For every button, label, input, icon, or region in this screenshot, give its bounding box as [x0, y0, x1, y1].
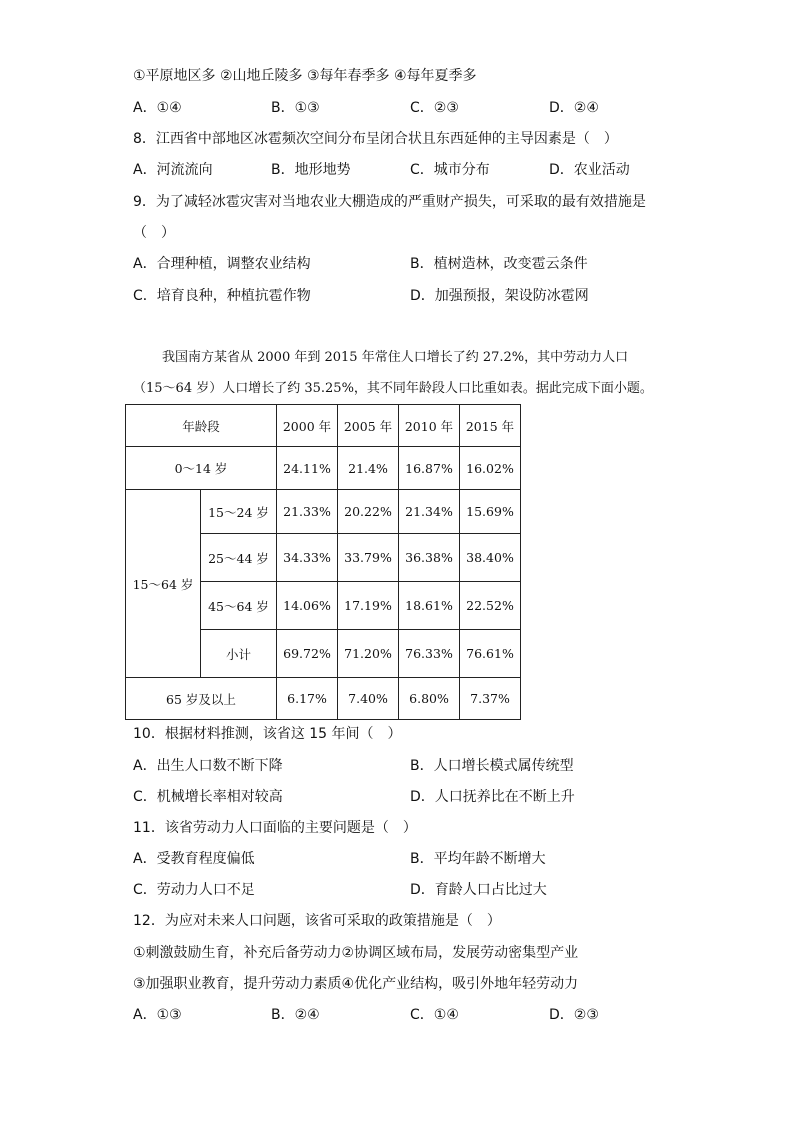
table-cell: 38.40%: [460, 534, 521, 582]
q8-option-d[interactable]: D．农业活动: [549, 162, 630, 178]
table-group-label: 15～64 岁: [126, 490, 201, 678]
q11-option-d[interactable]: D．育龄人口占比过大: [410, 882, 547, 898]
table-cell: 71.20%: [338, 630, 399, 678]
q11-option-a[interactable]: A．受教育程度偏低: [133, 851, 255, 867]
table-cell: 76.61%: [460, 630, 521, 678]
table-cell: 小计: [201, 630, 277, 678]
table-cell: 6.17%: [277, 678, 338, 720]
table-cell: 65 岁及以上: [126, 678, 277, 720]
table-cell: 45～64 岁: [201, 582, 277, 630]
q9-option-b[interactable]: B．植树造林，改变雹云条件: [410, 256, 588, 272]
table-cell: 25～44 岁: [201, 534, 277, 582]
table-cell: 22.52%: [460, 582, 521, 630]
q10-stem: 10．根据材料推测，该省这 15 年间（ ）: [133, 726, 402, 742]
q7-option-d[interactable]: D．②④: [549, 100, 599, 116]
q9-stem-line1: 9．为了减轻冰雹灾害对当地农业大棚造成的严重财产损失，可采取的最有效措施是: [133, 194, 646, 210]
table-cell: 36.38%: [399, 534, 460, 582]
table-row: [126, 490, 521, 534]
table-cell: 21.4%: [338, 447, 399, 490]
q7-option-b[interactable]: B．①③: [271, 100, 320, 116]
table-header-cell: 2015 年: [460, 405, 521, 447]
q9-stem-line2: （ ）: [133, 225, 175, 241]
table-cell: 18.61%: [399, 582, 460, 630]
table-cell: 69.72%: [277, 630, 338, 678]
table-header-cell: 2005 年: [338, 405, 399, 447]
q12-option-a[interactable]: A．①③: [133, 1007, 182, 1023]
table-cell: 0～14 岁: [126, 447, 277, 490]
table-row: [126, 678, 521, 720]
material-line1: 我国南方某省从 2000 年到 2015 年常住人口增长了约 27.2%，其中劳动力人口: [162, 350, 629, 365]
q10-option-a[interactable]: A．出生人口数不断下降: [133, 758, 283, 774]
q7-statements: ①平原地区多 ②山地丘陵多 ③每年春季多 ④每年夏季多: [133, 68, 477, 84]
table-cell: 7.37%: [460, 678, 521, 720]
q10-option-c[interactable]: C．机械增长率相对较高: [133, 789, 283, 805]
table-header-cell: 年龄段: [126, 405, 277, 447]
table-cell: 15.69%: [460, 490, 521, 534]
table-cell: 15～24 岁: [201, 490, 277, 534]
q12-option-d[interactable]: D．②③: [549, 1007, 599, 1023]
q7-option-a[interactable]: A．①④: [133, 100, 182, 116]
table-cell: 7.40%: [338, 678, 399, 720]
table-cell: 21.33%: [277, 490, 338, 534]
q11-option-c[interactable]: C．劳动力人口不足: [133, 882, 255, 898]
q12-statements-line2: ③加强职业教育，提升劳动力素质④优化产业结构，吸引外地年轻劳动力: [133, 976, 579, 992]
q9-option-c[interactable]: C．培育良种，种植抗雹作物: [133, 288, 311, 304]
table-header-cell: 2010 年: [399, 405, 460, 447]
q12-option-b[interactable]: B．②④: [271, 1007, 320, 1023]
table-cell: 16.02%: [460, 447, 521, 490]
q10-option-d[interactable]: D．人口抚养比在不断上升: [410, 789, 575, 805]
table-cell: 34.33%: [277, 534, 338, 582]
table-cell: 17.19%: [338, 582, 399, 630]
q8-stem: 8．江西省中部地区冰雹频次空间分布呈闭合状且东西延伸的主导因素是（ ）: [133, 131, 618, 147]
q7-option-c[interactable]: C．②③: [410, 100, 459, 116]
table-cell: 76.33%: [399, 630, 460, 678]
q10-option-b[interactable]: B．人口增长模式属传统型: [410, 758, 574, 774]
q12-stem: 12．为应对未来人口问题，该省可采取的政策措施是（ ）: [133, 913, 501, 929]
q8-option-c[interactable]: C．城市分布: [410, 162, 490, 178]
table-cell: 24.11%: [277, 447, 338, 490]
table-cell: 6.80%: [399, 678, 460, 720]
population-table: [125, 404, 521, 720]
table-cell: 16.87%: [399, 447, 460, 490]
table-cell: 33.79%: [338, 534, 399, 582]
q11-stem: 11．该省劳动力人口面临的主要问题是（ ）: [133, 820, 417, 836]
q9-option-d[interactable]: D．加强预报，架设防冰雹网: [410, 288, 589, 304]
table-header-row: [126, 405, 521, 447]
q12-option-c[interactable]: C．①④: [410, 1007, 459, 1023]
q8-option-a[interactable]: A．河流流向: [133, 162, 213, 178]
q11-option-b[interactable]: B．平均年龄不断增大: [410, 851, 546, 867]
table-header-cell: 2000 年: [277, 405, 338, 447]
table-cell: 21.34%: [399, 490, 460, 534]
table-row: [126, 447, 521, 490]
table-cell: 14.06%: [277, 582, 338, 630]
q9-option-a[interactable]: A．合理种植，调整农业结构: [133, 256, 311, 272]
q12-statements-line1: ①刺激鼓励生育，补充后备劳动力②协调区域布局，发展劳动密集型产业: [133, 945, 579, 961]
q8-option-b[interactable]: B．地形地势: [271, 162, 351, 178]
table-cell: 20.22%: [338, 490, 399, 534]
material-line2: （15～64 岁）人口增长了约 35.25%，其不同年龄段人口比重如表。据此完成下面小题。: [133, 381, 653, 396]
